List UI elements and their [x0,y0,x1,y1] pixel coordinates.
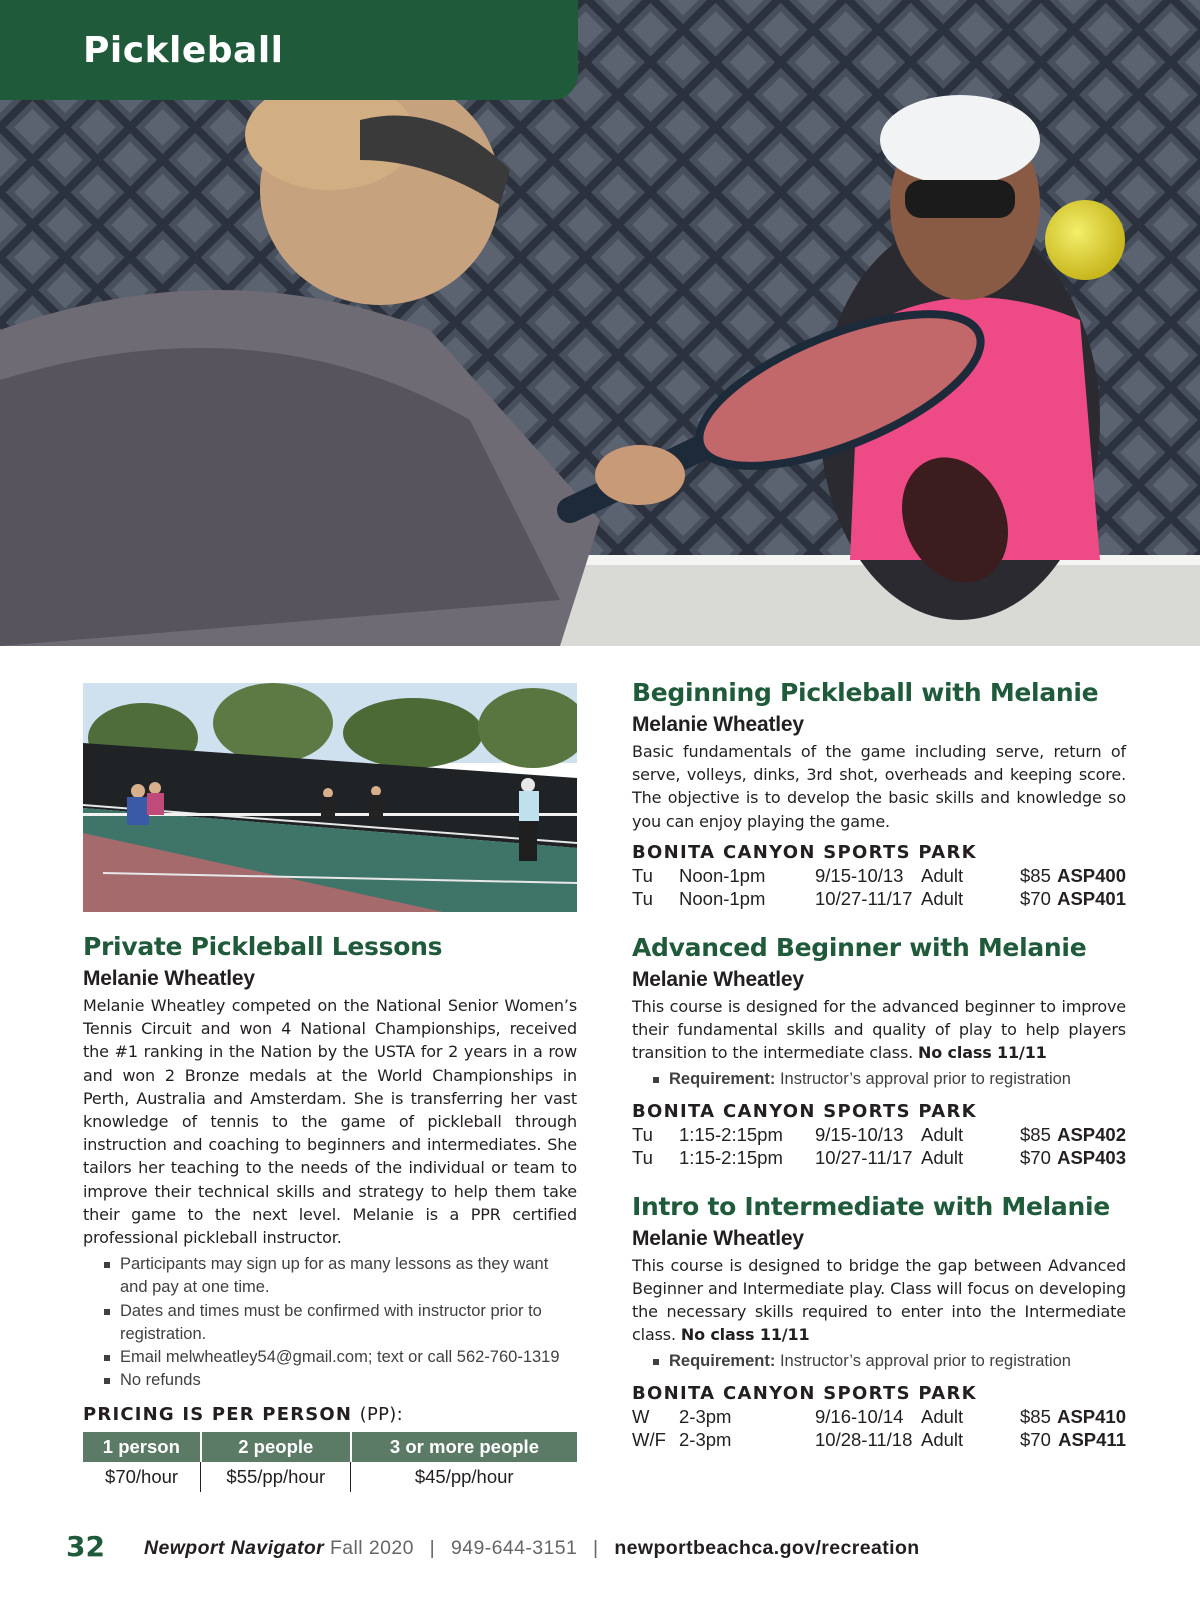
requirement-text: Instructor’s approval prior to registration [779,1352,1071,1371]
pricing-heading [83,1402,577,1428]
course-advanced-beginner [632,931,1126,1170]
footer-separator: | [593,1537,599,1559]
schedule-row [632,1406,1126,1429]
schedule-price: $70 [1020,887,1051,909]
course-venue: BONITA CANYON SPORTS PARK [632,1382,977,1404]
schedule-dates: 9/15-10/13 [815,864,904,886]
schedule-dates: 9/15-10/13 [815,1123,904,1145]
course-instructor: Melanie Wheatley [632,967,804,991]
course-beginning [632,676,1126,911]
course-description-text: Basic fundamentals of the game including serve, return of serve, volleys, dinks, 3rd shot, overheads and keeping score. The objective is to develop the basic skills and knowledge so you can enjoy playing the game. [632,742,1126,831]
requirement-label: Requirement: [669,1070,776,1089]
schedule-day: Tu [632,1123,653,1145]
schedule-day: Tu [632,864,653,886]
course-title: Advanced Beginner with Melanie [632,932,1087,962]
schedule-day: W/F [632,1428,666,1450]
schedule-price: $70 [1020,1146,1051,1168]
course-description-text: This course is designed to bridge the gap between Advanced Beginner and Intermediate play. Class will focus on developing the necessary skills required to enter into the Intermediate class. [632,1255,1126,1345]
course-requirements [632,1068,1126,1091]
section-title-tab [0,0,578,100]
footer-separator: | [429,1537,436,1559]
list-item [632,1068,1126,1091]
schedule-row [632,1429,1126,1452]
court-photo [83,683,577,912]
issue-season: Fall 2020 [330,1537,414,1559]
schedule-dates: 10/28-11/18 [815,1428,913,1450]
private-lessons-description: Melanie Wheatley competed on the National Senior Women’s Tennis Circuit and won 4 National Championships, received the #1 ranking in the Nation by the USTA for 2 years in a row and won 2 Bronze medals at the World Championships in Perth, Australia and Amsterdam. She is transferring her vast knowledge of tennis to the game of pickleball through instruction and coaching to beginners and intermediates. She tailors her teaching to the needs of the individual or team to improve their technical skills and strategy to help them take their game to the next level. Melanie is a PPR certified professional pickleball instructor. [83,996,577,1248]
magazine-name: Newport Navigator [144,1537,325,1559]
schedule-day: Tu [632,887,653,909]
schedule-time: Noon-1pm [679,864,766,886]
no-class-note: No class 11/11 [680,1325,810,1345]
schedule-time: 1:15-2:15pm [679,1123,783,1145]
course-description [632,995,1126,1065]
schedule-code: ASP411 [1058,1428,1126,1450]
private-lessons-section [83,930,577,1492]
course-instructor: Melanie Wheatley [632,713,804,736]
course-intro-intermediate [632,1190,1126,1452]
schedule-dates: 9/16-10/14 [815,1405,904,1427]
list-item [632,1350,1126,1373]
schedule-time: 1:15-2:15pm [679,1146,783,1168]
course-instructor: Melanie Wheatley [632,1226,804,1250]
page-title: Pickleball [83,30,284,71]
list-item: Email melwheatley54@gmail.com; text or call 562-760-1319 [83,1346,577,1369]
schedule-time: 2-3pm [679,1428,732,1450]
pricing-table [83,1432,577,1492]
pricing-suffix: (PP): [359,1404,403,1426]
course-description-text: This course is designed for the advanced beginner to improve their fundamental skills and quality of play to help players transition to the intermediate class. [632,996,1126,1063]
page-number: 32 [66,1530,105,1563]
courses-section [632,676,1126,1472]
schedule-day: Tu [632,1146,653,1168]
pricing-header: 2 people [201,1432,351,1462]
hero-photo [0,0,1200,646]
schedule-row [632,888,1126,911]
schedule-dates: 10/27-11/17 [815,1146,913,1168]
list-item: Participants may sign up for as many lessons as they want and pay at one time. [83,1253,577,1299]
page-footer [66,1530,1166,1570]
schedule-day: W [632,1405,650,1427]
schedule-code: ASP403 [1057,1146,1126,1168]
course-requirements [632,1350,1126,1373]
court-photo-illustration [83,683,577,912]
schedule-code: ASP410 [1057,1405,1126,1427]
schedule-code: ASP400 [1057,864,1126,886]
pricing-value: $55/pp/hour [201,1462,351,1492]
course-description [632,1254,1126,1347]
schedule-row [632,1147,1126,1170]
pricing-value: $45/pp/hour [414,1466,514,1488]
private-lessons-bullets [83,1253,577,1392]
schedule-age: Adult [921,887,964,909]
footer-line [144,1537,920,1560]
schedule-code: ASP401 [1057,887,1126,909]
schedule-age: Adult [921,1123,964,1145]
course-venue: BONITA CANYON SPORTS PARK [632,841,977,863]
schedule-age: Adult [921,1146,964,1168]
no-class-note: No class 11/11 [918,1043,1047,1063]
course-venue: BONITA CANYON SPORTS PARK [632,1100,977,1122]
schedule-code: ASP402 [1057,1123,1126,1145]
schedule-time: Noon-1pm [679,887,766,909]
schedule-price: $85 [1020,864,1051,886]
requirement-text: Instructor’s approval prior to registration [779,1070,1071,1089]
schedule-dates: 10/27-11/17 [815,887,913,909]
schedule-row [632,1124,1126,1147]
schedule-time: 2-3pm [679,1405,732,1427]
schedule-age: Adult [921,1405,964,1427]
footer-url[interactable]: newportbeachca.gov/recreation [614,1537,920,1559]
course-title: Beginning Pickleball with Melanie [632,678,1099,707]
schedule-age: Adult [921,864,964,886]
schedule-price: $70 [1020,1428,1051,1450]
list-item: Dates and times must be confirmed with instructor prior to registration. [83,1300,577,1346]
schedule-age: Adult [921,1428,964,1450]
footer-phone: 949-644-3151 [450,1537,578,1559]
private-lessons-instructor: Melanie Wheatley [83,967,255,990]
requirement-label: Requirement: [669,1352,776,1371]
course-description [632,740,1126,833]
schedule-price: $85 [1020,1123,1051,1145]
course-title: Intro to Intermediate with Melanie [632,1191,1110,1221]
pricing-header: 1 person [83,1432,201,1462]
list-item: No refunds [83,1369,577,1392]
pricing-label: PRICING IS PER PERSON [83,1404,353,1426]
pricing-header: 3 or more people [351,1432,577,1462]
schedule-row [632,865,1126,888]
pricing-value: $70/hour [83,1462,201,1492]
schedule-price: $85 [1020,1405,1051,1427]
private-lessons-title: Private Pickleball Lessons [83,932,443,961]
